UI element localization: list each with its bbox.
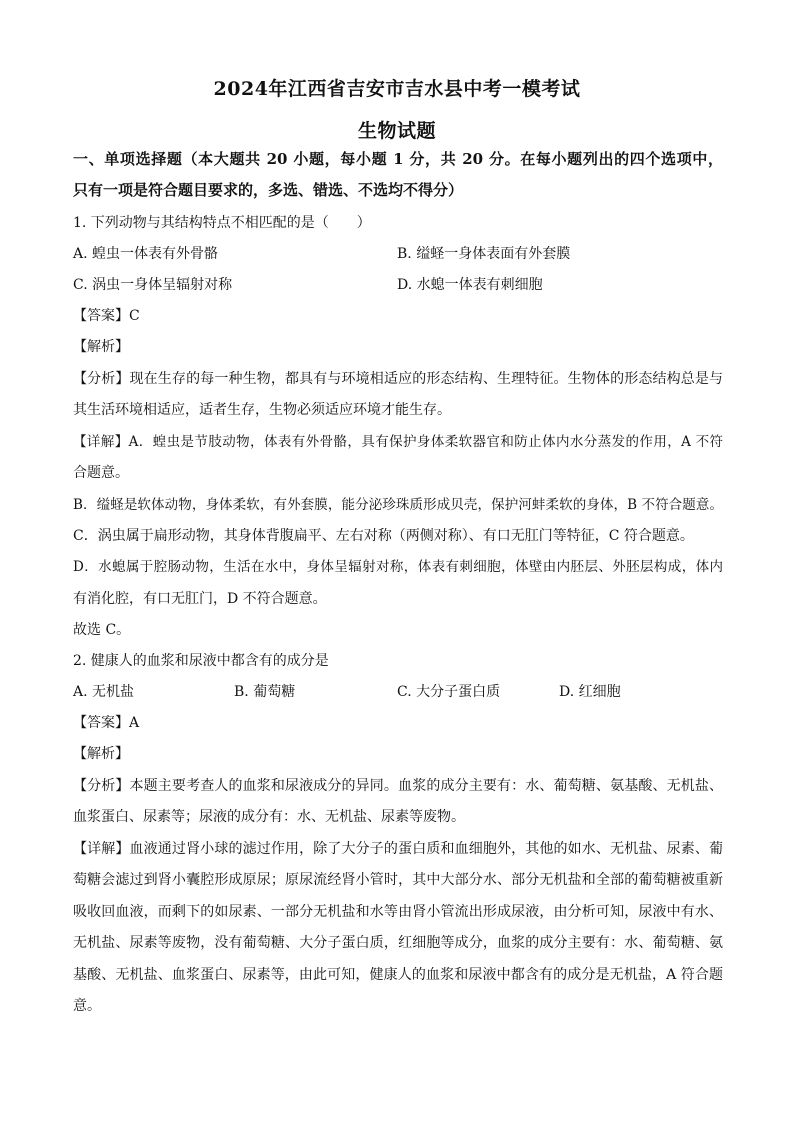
section-heading-line-2: 只有一项是符合题目要求的，多选、错选、不选均不得分） xyxy=(73,181,464,199)
question-1-answer: 【答案】C xyxy=(73,308,140,324)
question-1-xiangjie-line: D．水螅属于腔肠动物，生活在水中，身体呈辐射对称，体表有刺细胞，体壁由内胚层、外胚层构成，体内 xyxy=(73,559,723,575)
question-2-xiangjie-line: 吸收回血液，而剩下的如尿素、一部分无机盐和水等由肾小管流出形成尿液，由分析可知，尿液中有水、 xyxy=(73,904,723,920)
question-2-xiangjie-line: 无机盐、尿素等废物，没有葡萄糖、大分子蛋白质，红细胞等成分，血浆的成分主要有：水、葡萄糖、氨 xyxy=(73,935,723,951)
question-1-xiangjie-line: 合题意。 xyxy=(73,465,129,481)
question-1-analysis-label: 【解析】 xyxy=(73,339,129,355)
question-1-xiangjie-line: C．涡虫属于扁形动物，其身体背腹扁平、左右对称（两侧对称）、有口无肛门等特征，C 符合题意。 xyxy=(73,528,694,544)
question-2-xiangjie-line: 意。 xyxy=(73,998,101,1014)
question-1-conclusion: 故选 C。 xyxy=(73,622,131,638)
page-subtitle: 生物试题 xyxy=(357,120,436,142)
question-2-fenxi-line: 【分析】本题主要考查人的血浆和尿液成分的异同。血浆的成分主要有：水、葡萄糖、氨基酸、无机盐、 xyxy=(73,778,723,794)
question-2-xiangjie-line: 基酸、无机盐、血浆蛋白、尿素等，由此可知，健康人的血浆和尿液中都含有的成分是无机盐，A 符合题 xyxy=(73,967,723,983)
question-1-stem: 1. 下列动物与其结构特点不相匹配的是（ ） xyxy=(73,215,371,231)
question-2-analysis-label: 【解析】 xyxy=(73,746,129,762)
question-1-xiangjie-line: B．缢蛏是软体动物，身体柔软，有外套膜，能分泌珍珠质形成贝壳，保护河蚌柔软的身体，B 不符合题意。 xyxy=(73,497,723,513)
question-2-option-a: A. 无机盐 xyxy=(73,684,135,700)
question-1-option-a: A. 蝗虫一体表有外骨骼 xyxy=(73,246,219,262)
question-2-option-b: B. 葡萄糖 xyxy=(234,684,296,700)
question-1-fenxi-line: 其生活环境相适应，适者生存，生物必须适应环境才能生存。 xyxy=(73,402,451,418)
question-2-xiangjie-line: 萄糖会滤过到肾小囊腔形成原尿；原尿流经肾小管时，其中大部分水、部分无机盐和全部的葡萄糖被重新 xyxy=(73,872,723,888)
section-heading-line-1: 一、单项选择题（本大题共 20 小题，每小题 1 分，共 20 分。在每小题列出的四个选项中， xyxy=(73,150,723,168)
question-2-option-d: D. 红细胞 xyxy=(559,684,621,700)
question-2-answer: 【答案】A xyxy=(73,715,140,731)
question-2-fenxi-line: 血浆蛋白、尿素等；尿液的成分有：水、无机盐、尿素等废物。 xyxy=(73,809,465,825)
question-1-option-d: D. 水螅一体表有刺细胞 xyxy=(397,277,543,293)
page-title: 2024年江西省吉安市吉水县中考一模考试 xyxy=(213,78,581,100)
question-1-xiangjie-line: 【详解】A．蝗虫是节肢动物，体表有外骨骼，具有保护身体柔软器官和防止体内水分蒸发的作用，A 不符 xyxy=(73,434,723,450)
question-2-option-c: C. 大分子蛋白质 xyxy=(397,684,501,700)
question-1-fenxi-line: 【分析】现在生存的每一种生物，都具有与环境相适应的形态结构、生理特征。生物体的形态结构总是与 xyxy=(73,371,723,387)
question-2-stem: 2. 健康人的血浆和尿液中都含有的成分是 xyxy=(73,653,329,669)
question-1-option-b: B. 缢蛏一身体表面有外套膜 xyxy=(397,246,571,262)
question-1-option-c: C. 涡虫一身体呈辐射对称 xyxy=(73,277,233,293)
question-1-xiangjie-line: 有消化腔，有口无肛门，D 不符合题意。 xyxy=(73,591,327,607)
question-2-xiangjie-line: 【详解】血液通过肾小球的滤过作用，除了大分子的蛋白质和血细胞外，其他的如水、无机盐、尿素、葡 xyxy=(73,841,723,857)
